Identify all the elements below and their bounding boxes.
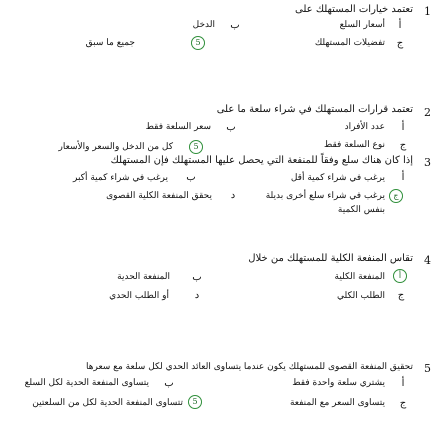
option-letter-d: د <box>194 290 200 301</box>
option-a-text: المنفعة الكلية <box>334 272 385 282</box>
option-letter-c: ج <box>397 290 405 301</box>
option-a-text: عدد الأفراد <box>344 122 385 132</box>
option-letter-b: ب <box>186 172 196 183</box>
option-letter-b: ب <box>164 378 174 389</box>
option-b-text: يرغب في شراء كمية أكبر <box>73 173 168 183</box>
option-b-text: المنفعة الحدية <box>117 272 170 282</box>
option-letter-a: أ <box>398 20 402 31</box>
option-letter-c: ج <box>399 140 407 151</box>
option-c-text: الطلب الكلي <box>337 291 385 301</box>
selected-answer-circle: 5 <box>189 140 203 154</box>
option-letter-a: أ <box>401 172 405 183</box>
option-a-text: أسعار السلع <box>339 20 385 30</box>
selected-answer-circle: ج <box>389 189 403 203</box>
question-number: 4 <box>424 254 431 267</box>
option-letter-b: ب <box>230 20 240 31</box>
option-letter-c: ج <box>399 398 407 409</box>
option-c-text: يتساوى السعر مع المنفعة <box>289 398 385 408</box>
option-d-text: تتساوى المنفعة الحدية لكل من السلعتين <box>32 398 183 408</box>
option-a-text: يشتري سلعة واحدة فقط <box>292 378 385 388</box>
question-number: 5 <box>424 362 431 375</box>
selected-answer-circle: أ <box>393 269 407 283</box>
option-d-text: يحقق المنفعة الكلية القصوى <box>106 191 212 201</box>
question-stem: تعتمد خيارات المستهلك على <box>295 4 413 15</box>
question-number: 3 <box>424 156 431 169</box>
selected-answer-circle: 5 <box>191 36 205 50</box>
option-d-text: كل من الدخل والسعر والأسعار <box>58 142 173 152</box>
question-stem: تحقيق المنفعة القصوى للمستهلك يكون عندما يتساوى العائد الحدي لكل سلعة مع سعرها <box>85 362 413 372</box>
option-b-text: يتساوى المنفعة الحدية لكل السلع <box>24 378 149 388</box>
question-stem: إذا كان هناك سلع وفقاً للمنفعة التي يحصل عليها المستهلك فإن المستهلك <box>110 155 413 166</box>
option-letter-b: ب <box>226 122 236 133</box>
option-b-text: سعر السلعة فقط <box>145 122 211 132</box>
option-letter-a: أ <box>401 378 405 389</box>
option-c-text: يرغب في شراء سلع أخرى بديلة <box>265 191 385 201</box>
question-number: 2 <box>424 106 431 119</box>
question-number: 1 <box>424 5 431 18</box>
option-c-continuation: بنفس الكمية <box>337 205 385 215</box>
option-d-text: جميع ما سبق <box>85 38 135 48</box>
option-letter-c: ج <box>396 38 404 49</box>
option-c-text: نوع السلعة فقط <box>323 140 385 150</box>
option-letter-a: أ <box>401 122 405 133</box>
question-stem: تقاس المنفعة الكلية للمستهلك من خلال <box>248 253 413 264</box>
option-letter-d: د <box>230 190 236 201</box>
option-b-text: الدخل <box>192 20 215 30</box>
question-stem: تعتمد قرارات المستهلك في شراء سلعة ما على <box>216 104 413 115</box>
option-d-text: أو الطلب الحدي <box>109 291 169 301</box>
option-a-text: يرغب في شراء كمية أقل <box>290 173 385 183</box>
option-letter-b: ب <box>192 272 202 283</box>
selected-answer-circle: 5 <box>188 395 202 409</box>
option-c-text: تفضيلات المستهلك <box>314 38 385 48</box>
